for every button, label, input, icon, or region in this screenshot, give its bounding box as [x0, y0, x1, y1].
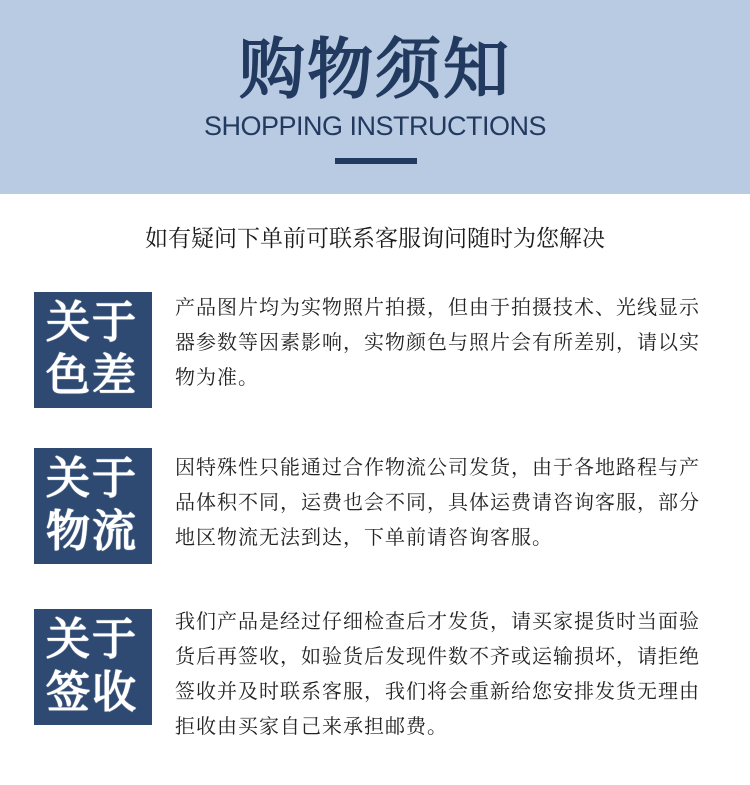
title-divider	[335, 158, 417, 164]
badge-line-2: 物流	[46, 506, 138, 557]
badge-line-1: 关于	[46, 453, 138, 504]
section-text: 我们产品是经过仔细检查后才发货，请买家提货时当面验货后再签收，如验货后发现件数不齐或运输损坏，请拒绝签收并及时联系客服，我们将会重新给您安排发货无理由拒收由买家自己来承担邮费。	[175, 609, 700, 738]
section-text: 因特殊性只能通过合作物流公司发货，由于各地路程与产品体积不同，运费也会不同，具体运费请咨询客服，部分地区物流无法到达，下单前请咨询客服。	[175, 455, 700, 549]
badge-line-2: 签收	[46, 667, 138, 718]
header-banner	[0, 0, 750, 194]
badge-line-2: 色差	[46, 350, 138, 401]
badge-line-1: 关于	[46, 297, 138, 348]
section-badge	[34, 609, 152, 725]
badge-line-1: 关于	[46, 614, 138, 665]
page-title: 购物须知	[239, 31, 511, 108]
contact-notice: 如有疑问下单前可联系客服询问随时为您解决	[145, 226, 605, 252]
section-badge	[34, 448, 152, 564]
section-badge	[34, 292, 152, 408]
page-subtitle: SHOPPING INSTRUCTIONS	[203, 111, 547, 141]
section-text: 产品图片均为实物照片拍摄，但由于拍摄技术、光线显示器参数等因素影响，实物颜色与照片会有所差别，请以实物为准。	[175, 295, 700, 389]
